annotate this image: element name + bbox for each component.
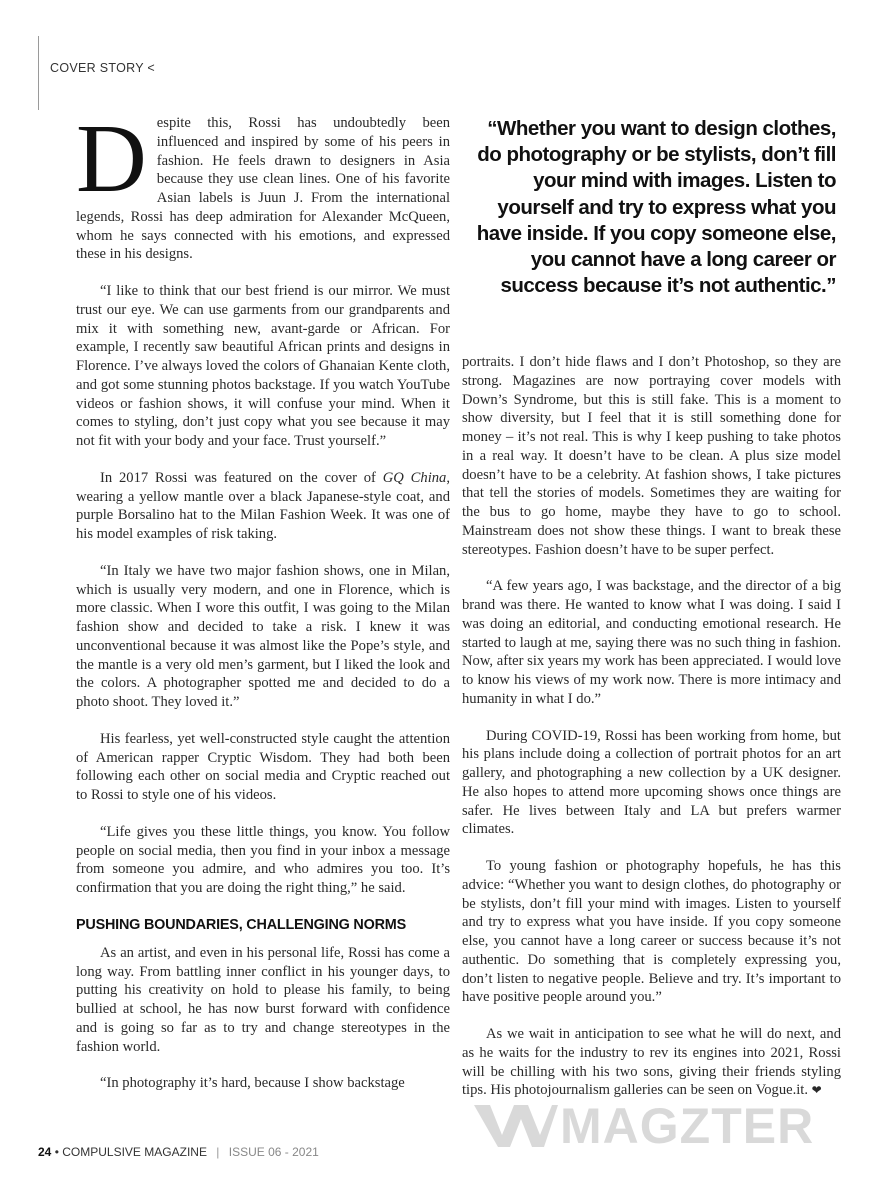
magazine-name: COMPULSIVE MAGAZINE [62, 1145, 207, 1159]
intro-paragraph [76, 105, 450, 264]
body-paragraph: “In Italy we have two major fashion shows, one in Milan, which is usually very modern, and one in Florence, which is more classic. When I wore this outfit, I was going to the Milan fashion show and decided to take a risk. I knew it was unconventional because it was almost like the Pope’s style, and the mantle is a very old men’s garment, but I liked the look and the colors. A photographer spotted me and decided to do a photo shoot. They loved it.” [76, 562, 450, 710]
body-paragraph: “Life gives you these little things, you know. You follow people on social media, then you find in your inbox a message from someone you admire, and who admires you too. It’s confirmation that you are doing the right thing,” he said. [76, 823, 450, 896]
body-paragraph: His fearless, yet well-constructed style caught the attention of American rapper Cryptic Wisdom. They had both been following each other on social media and Cryptic reached out to Rossi to style one of his videos. [76, 730, 450, 803]
heart-icon: ❤ [811, 1083, 822, 1098]
body-paragraph: “I like to think that our best friend is our mirror. We must trust our eye. We can use garments from our grandparents and mix it with something new, avant-garde or African. For example, I recently saw beautiful African prints and designs in Florence. I’ve always loved the colors of Ghanaian Kente cloth, and got some stunning photos backstage. If you watch YouTube videos or fashion shows, it will confuse your mind. When it comes to styling, don’t just copy what you see because it may not fit with your body and your face. Trust yourself.” [76, 283, 450, 449]
section-subheading: PUSHING BOUNDARIES, CHALLENGING NORMS [76, 916, 406, 933]
body-paragraph: “In photography it’s hard, because I show backstage [100, 1075, 405, 1092]
left-column [76, 105, 451, 1111]
drop-cap: D [76, 105, 147, 213]
body-paragraph: During COVID-19, Rossi has been working from home, but his plans include doing a collection of portrait photos for an art gallery, and photographing a new collection by a UK designer. He also hopes to attend more upcoming shows once things are safer. He lives between Italy and LA but prefers warmer climates. [462, 727, 841, 838]
section-label: COVER STORY < [50, 61, 155, 75]
body-paragraph: In 2017 Rossi was featured on the cover of GQ China, wearing a yellow mantle over a black Japanese-style coat, and purple Borsalino hat to the Milan Fashion Week. It was one of his model examples of risk taking. [76, 469, 451, 542]
footer-bullet: • [54, 1145, 59, 1159]
intro-paragraph-text: espite this, Rossi has undoubtedly been influenced and inspired by some of his peers in fashion. He feels drawn to designers in Asia because they use clean lines. One of his favorite Asian labels is Juun J. From the international legends, Rossi has deep admiration for Alexander McQueen, whom he says connected with his emotions, and expressed these in his designs. [76, 115, 450, 263]
body-paragraph: To young fashion or photography hopefuls, he has this advice: “Whether you want to design clothes, do photography or be stylists, don’t fill your mind with images. Listen to yourself and try to express what you have inside. If you copy someone else, you cannot have a long career or success because it’s not authentic. Do something that is completely expressing you, don’t listen to negative people. Believe and try. It’s important to have positive people around you.” [462, 858, 841, 1006]
body-paragraph: portraits. I don’t hide flaws and I don’t Photoshop, so they are strong. Magazines are now portraying cover models with Down’s Syndrome, but this is still fake. This is a moment to show diversity, but I feel that it is still something done for money – it’s not real. This is why I keep pushing to take photos in a real way. It doesn’t have to be clean. A plus size model doesn’t have to be a celebrity. At fashion shows, I take pictures that tell the stories of models. Sometimes they are waiting for the bus to go home, maybe they have to go to school. Mainstream does not show these things. I want to break these stereotypes. Fashion doesn’t have to be super perfect. [462, 354, 841, 558]
body-paragraph: As we wait in anticipation to see what he will do next, and as he waits for the industry to rev its engines into 2021, Rossi will be chilling with his two sons, giving their friends styling tips. His photojournalism galleries can be seen on Vogue.it. ❤ [462, 1026, 841, 1099]
page-footer [38, 1145, 319, 1159]
body-paragraph: “A few years ago, I was backstage, and the director of a big brand was there. He wanted to know what I was doing. I said I was doing an editorial, and conducting emotional research. He started to laugh at me, saying there was no such thing in fashion. Now, after six years my work has been appreciated. I would love to know his views of my work now. There is more intimacy and humanity in what I do.” [462, 578, 841, 707]
footer-separator: | [216, 1145, 220, 1159]
header-divider [38, 36, 39, 110]
right-column [462, 353, 841, 1118]
body-paragraph: As an artist, and even in his personal life, Rossi has come a long way. From battling inner conflict in his younger days, to putting his creativity on hold to please his family, to being bullied at school, he has now burst forward with confidence and is going so far as to try and change stereotypes in the fashion world. [76, 944, 450, 1055]
pull-quote: “Whether you want to design clothes, do photography or be stylists, don’t fill your mind with images. Listen to yourself and try to express what you have inside. If you copy someone else, you cannot have a long career or success because it’s not authentic.” [476, 117, 836, 298]
publication-title: GQ China [382, 469, 447, 486]
watermark-text: MAGZTER [560, 1098, 815, 1154]
issue-label: ISSUE 06 - 2021 [228, 1145, 319, 1159]
page-number: 24 [38, 1145, 52, 1159]
